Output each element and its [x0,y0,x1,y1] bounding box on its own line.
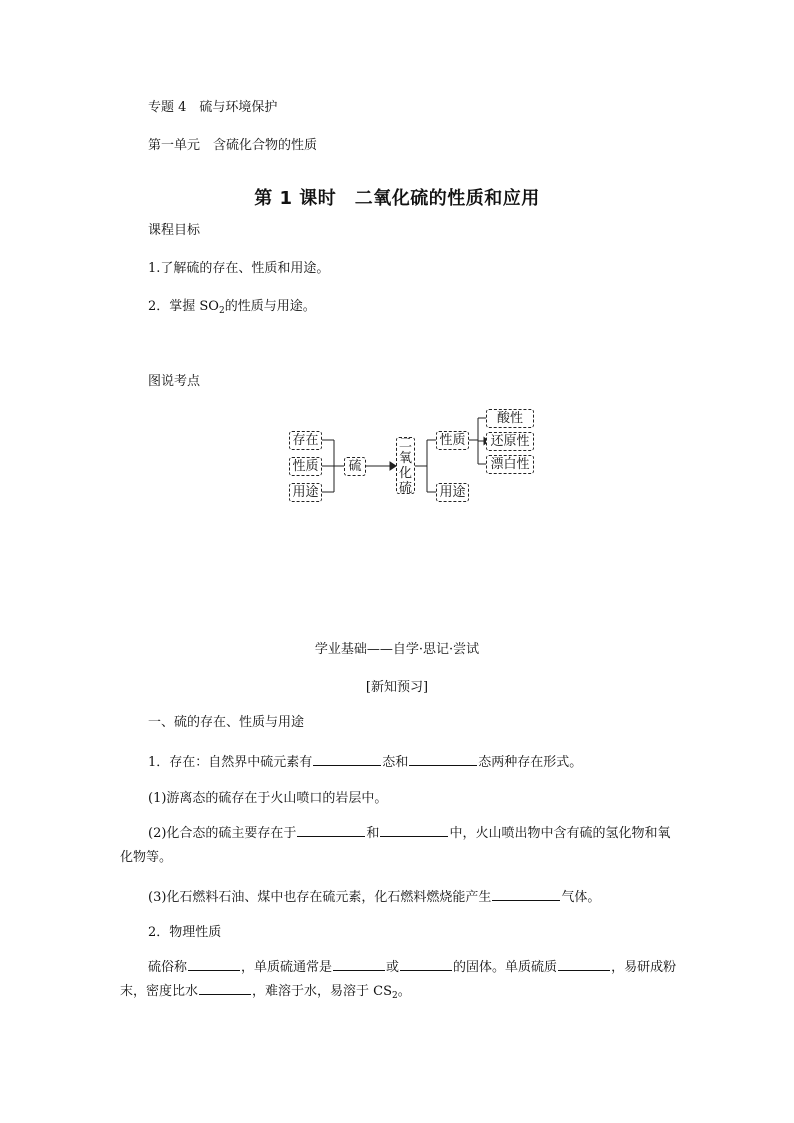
fill-blank[interactable] [409,753,477,766]
diagram-node-existence: 存在 [289,431,322,450]
question-1-2 [120,822,680,870]
q2-text-d: 的固体。单质硫质 [453,960,558,975]
page-title: 第 1 课时 二氧化硫的性质和应用 [254,188,540,209]
diagram-node-bleaching: 漂白性 [486,455,534,474]
q1-3-text-a: (3)化石燃料石油、煤中也存在硫元素，化石燃料燃烧能产生 [148,890,492,905]
diagram-node-uses: 用途 [289,483,322,502]
topic-header: 专题 4 硫与环境保护 [148,100,278,115]
diagram-node-so2-properties: 性质 [436,431,469,450]
goal-item-2-suffix: 的性质与用途。 [224,299,316,314]
q1-2-text-b: 和 [366,826,380,841]
q2-text-e: ，易研成粉末，密度比水 [120,960,677,999]
fill-blank[interactable] [199,982,251,995]
q2-text-f: ，难溶于水，易溶于 CS [252,984,393,999]
so2-char-1: 二 [398,435,412,451]
fill-blank[interactable] [492,888,560,901]
diagram-node-sulfur-dioxide [396,437,415,494]
so2-char-4: 硫 [398,480,412,496]
q1-text-b: 态和 [382,755,409,770]
diagram-node-so2-uses: 用途 [436,483,469,502]
q2-text-c: 或 [386,960,400,975]
so2-char-3: 化 [398,465,412,481]
question-2-text [120,956,680,1004]
section-heading: 学业基础——自学·思记·尝试 [314,642,480,657]
unit-header: 第一单元 含硫化合物的性质 [148,138,318,153]
q2-text-g: 。 [397,984,411,999]
q1-2-text-a: (2)化合态的硫主要存在于 [148,826,297,841]
q1-text-c: 态两种存在形式。 [478,755,583,770]
goal-item-2-prefix: 2．掌握 SO [148,299,219,314]
fill-blank[interactable] [558,958,610,971]
section-subheading: [新知预习] [365,680,429,695]
part-1-heading: 一、硫的存在、性质与用途 [148,715,305,730]
fill-blank[interactable] [188,958,240,971]
fill-blank[interactable] [313,753,381,766]
diagram-node-sulfur: 硫 [344,457,366,476]
question-1 [148,753,582,771]
q2-text-b: ，单质硫通常是 [241,960,333,975]
diagram-node-reducibility: 还原性 [486,432,534,451]
question-2: 2．物理性质 [148,925,222,940]
fill-blank[interactable] [333,958,385,971]
q2-text-a: 硫俗称 [148,960,188,975]
q1-text-a: 1．存在：自然界中硫元素有 [148,755,313,770]
diagram-node-acidity: 酸性 [486,409,534,428]
fill-blank[interactable] [380,824,448,837]
diagram-node-properties: 性质 [289,457,322,476]
goal-item-2-sub: 2 [218,306,225,316]
question-1-3 [148,888,600,906]
q1-2-text-c: 中，火山喷出物中含有硫的氢化物和氧化物等。 [120,826,671,865]
goal-item-1: 1.了解硫的存在、性质和用途。 [148,261,330,276]
goals-heading: 课程目标 [148,223,201,238]
q2-sub: 2 [392,991,398,1001]
diagram-heading: 图说考点 [148,374,201,389]
fill-blank[interactable] [297,824,365,837]
q1-3-text-b: 气体。 [561,890,601,905]
question-1-1: (1)游离态的硫存在于火山喷口的岩层中。 [148,791,388,806]
fill-blank[interactable] [400,958,452,971]
so2-char-2: 氧 [398,450,412,466]
